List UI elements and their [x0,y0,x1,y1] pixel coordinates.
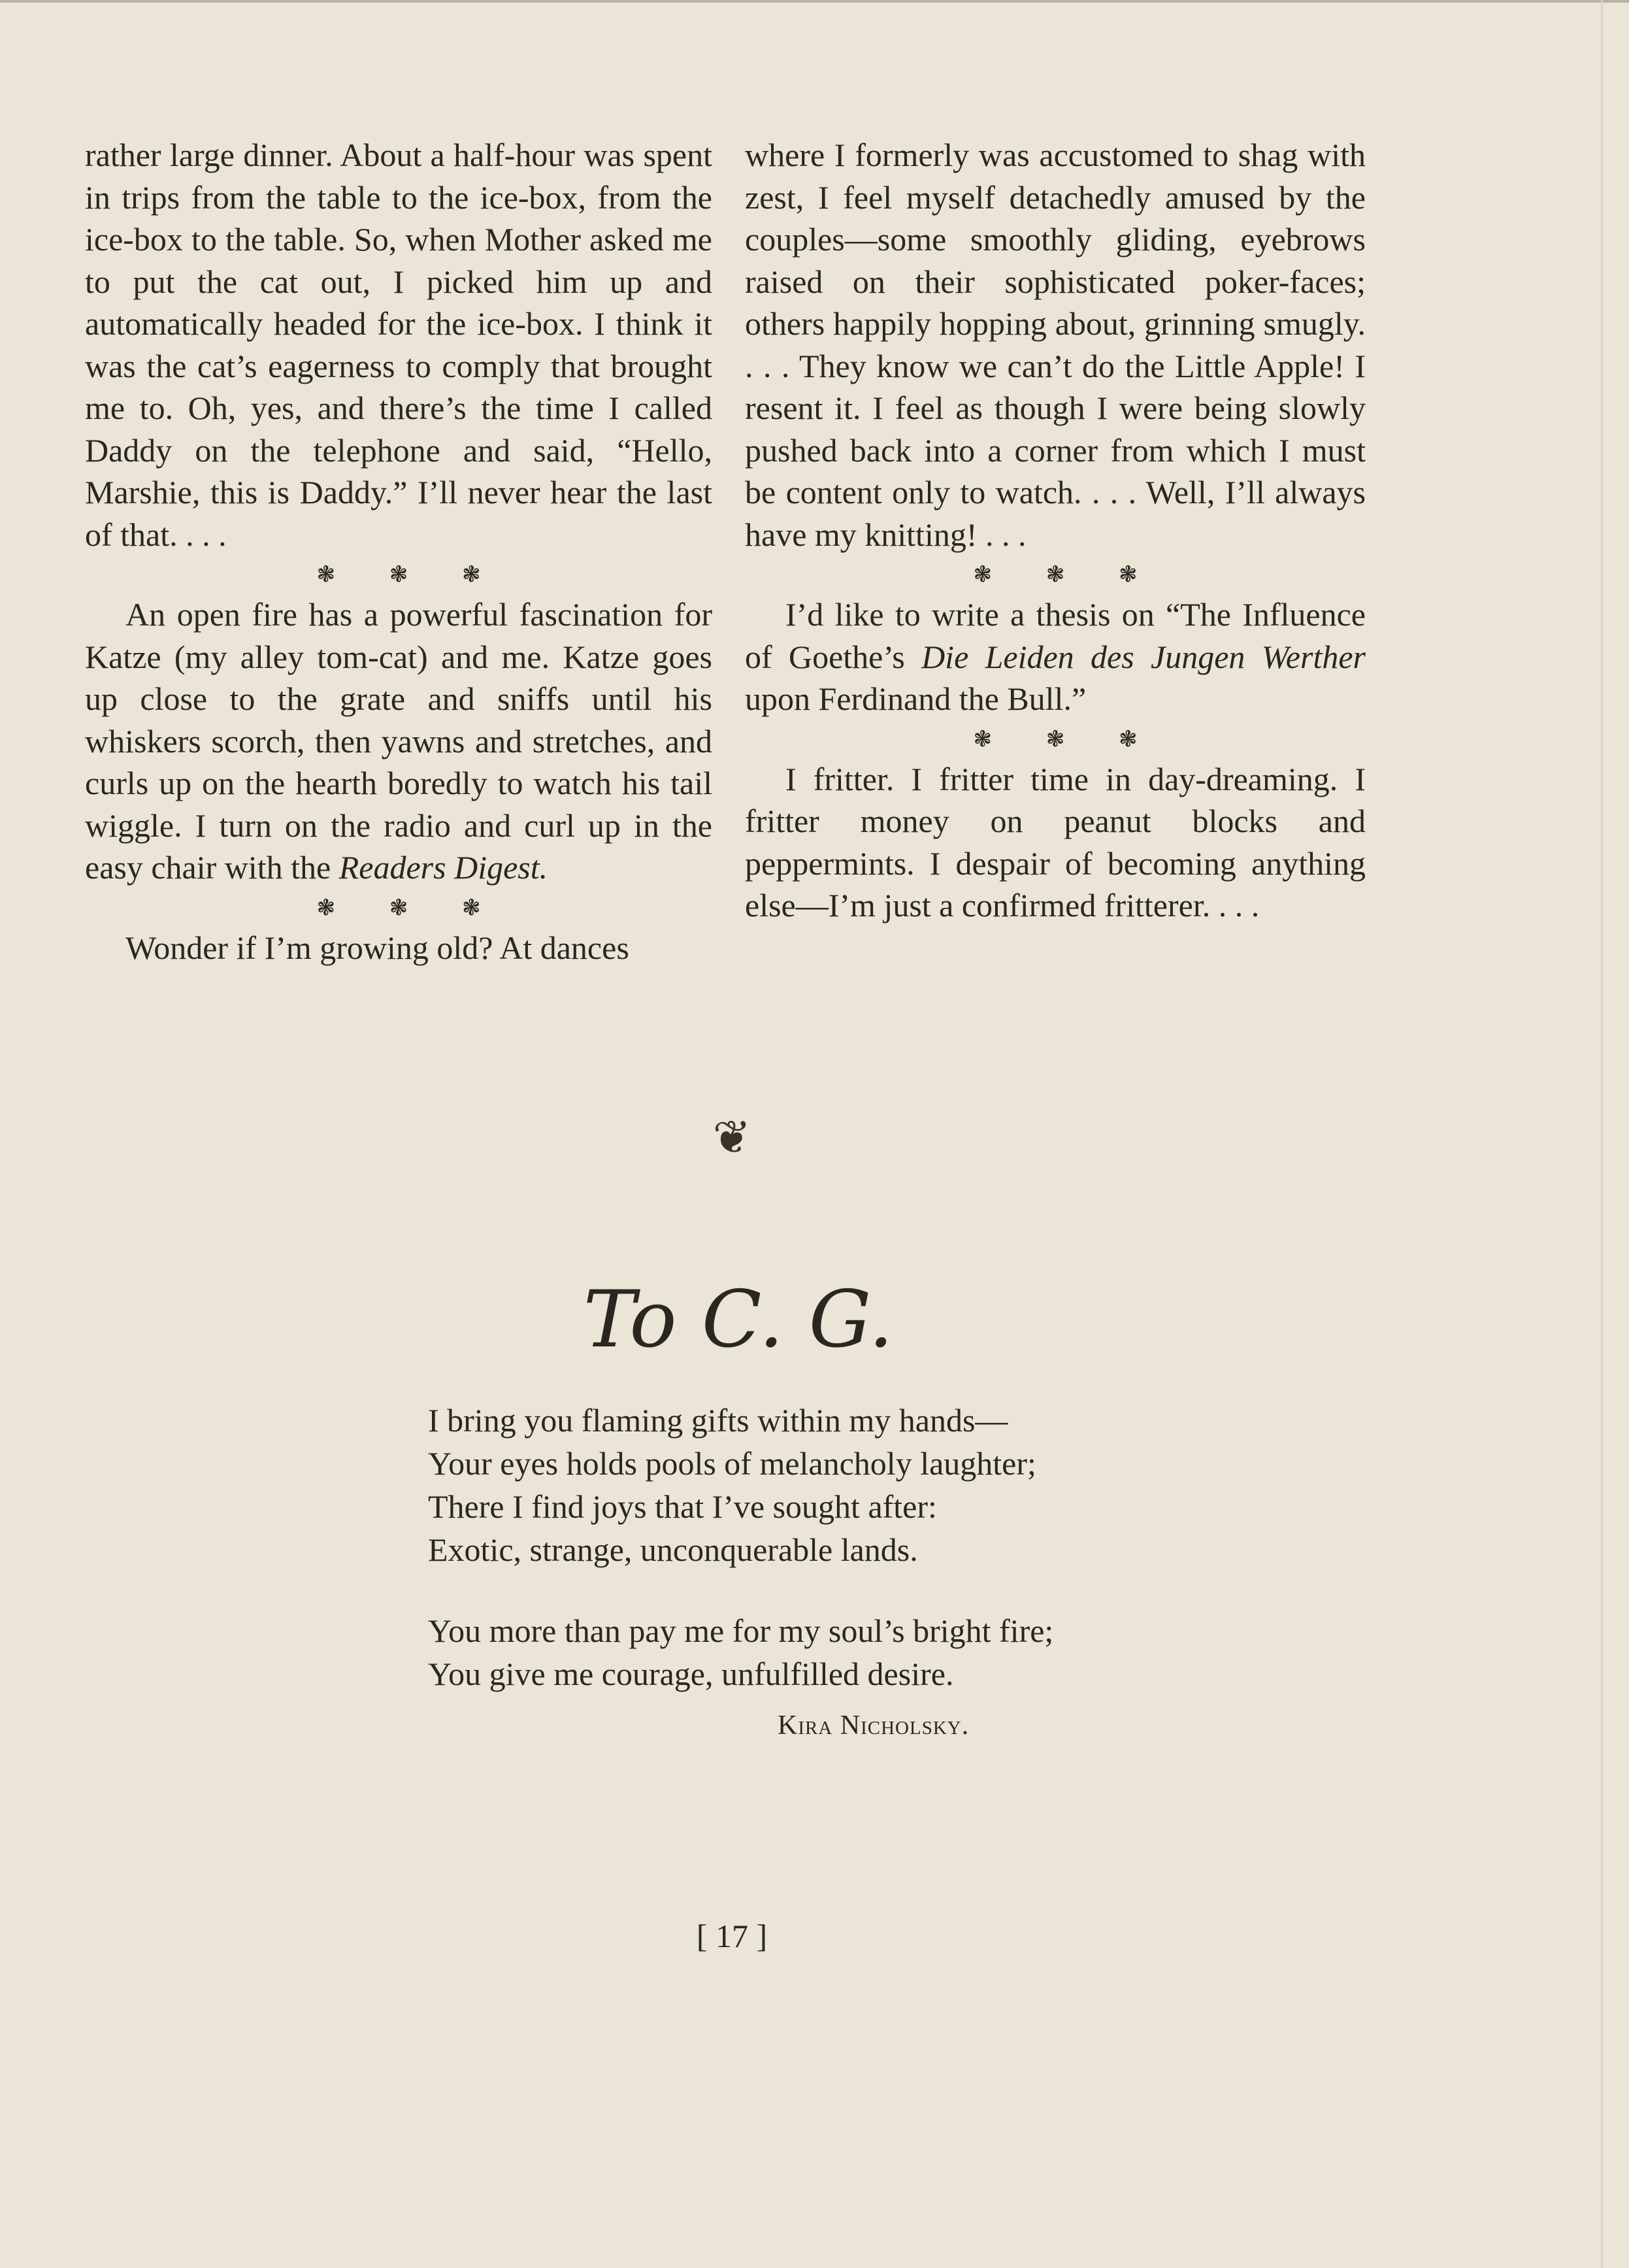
poem-author: Kira Nicholsky. [778,1710,970,1741]
page-top-edge [0,0,1629,3]
page-right-edge [1601,0,1603,2268]
section-separator: ❃ ❃ ❃ [316,894,504,921]
section-separator: ❃ ❃ ❃ [316,561,504,588]
right-paragraph-1: where I formerly was accustomed to shag with zest, I feel myself detachedly amused by the couples—some smoothly gliding, eyebrows raised on their sophisticated poker-faces; others happily hopping about, grinning smugly. . . . They know we can’t do the Little Apple! I resent it. I feel as though I were being slowly pushed back into a corner from which I must be content only to watch. . . . Well, I’ll always have my knitting! . . . [745,137,1366,553]
section-separator: ❃ ❃ ❃ [973,725,1161,752]
right-paragraph-2-end: upon Ferdinand the Bull.” [745,680,1087,717]
right-paragraph-2-start: I’d like to write a thesis on “The Influence of Goethe’s [745,596,1366,675]
left-column [85,134,712,969]
poem-line: I bring you flaming gifts within my hands— [428,1402,1008,1439]
poem-line: You more than pay me for my soul’s bright fire; [428,1612,1054,1649]
left-paragraph-2 [85,593,712,889]
poem-line: You give me courage, unfulfilled desire. [428,1656,954,1692]
magazine-title: Readers Digest. [338,849,548,886]
right-paragraph-2 [745,593,1366,720]
poem-stanza-2 [428,1609,1081,1695]
book-title: Die Leiden des Jungen Werther [921,638,1366,675]
right-column [745,134,1366,927]
poem-title: To C. G. [583,1275,894,1365]
left-paragraph-3: Wonder if I’m growing old? At dances [125,929,629,966]
poem-line: Your eyes holds pools of melancholy laughter; [428,1445,1036,1482]
poem-line: Exotic, strange, unconquerable lands. [428,1531,918,1568]
poem-line: There I find joys that I’ve sought after: [428,1488,937,1525]
left-paragraph-1: rather large dinner. About a half-hour was spent in trips from the table to the ice-box, from the ice-box to the table. So, when Mother asked me to put the cat out, I picked him up and automatically headed for the ice-box. I think it was the cat’s eagerness to comply that brought me to. Oh, yes, and there’s the time I called Daddy on the telephone and said, “Hello, Marshie, this is Daddy.” I’ll never hear the last of that. . . . [85,137,712,553]
section-separator: ❃ ❃ ❃ [973,561,1161,588]
poem-body [428,1399,1081,1733]
right-paragraph-3: I fritter. I fritter time in day-dreaming. I fritter money on peanut blocks and peppermints. I despair of becoming anything else—I’m just a confirmed fritterer. . . . [745,760,1366,924]
page-number: [ 17 ] [696,1918,768,1954]
poem-stanza-1 [428,1399,1081,1571]
decorative-ornament-icon: ❦ [712,1110,751,1164]
left-paragraph-2-text: An open fire has a powerful fascination for Katze (my alley tom-cat) and me. Katze goes up close to the grate and sniffs until his whiskers scorch, then yawns and stretches, and curls up on the hearth boredly to watch his tail wiggle. I turn on the radio and curl up in the easy chair with the [85,596,712,886]
